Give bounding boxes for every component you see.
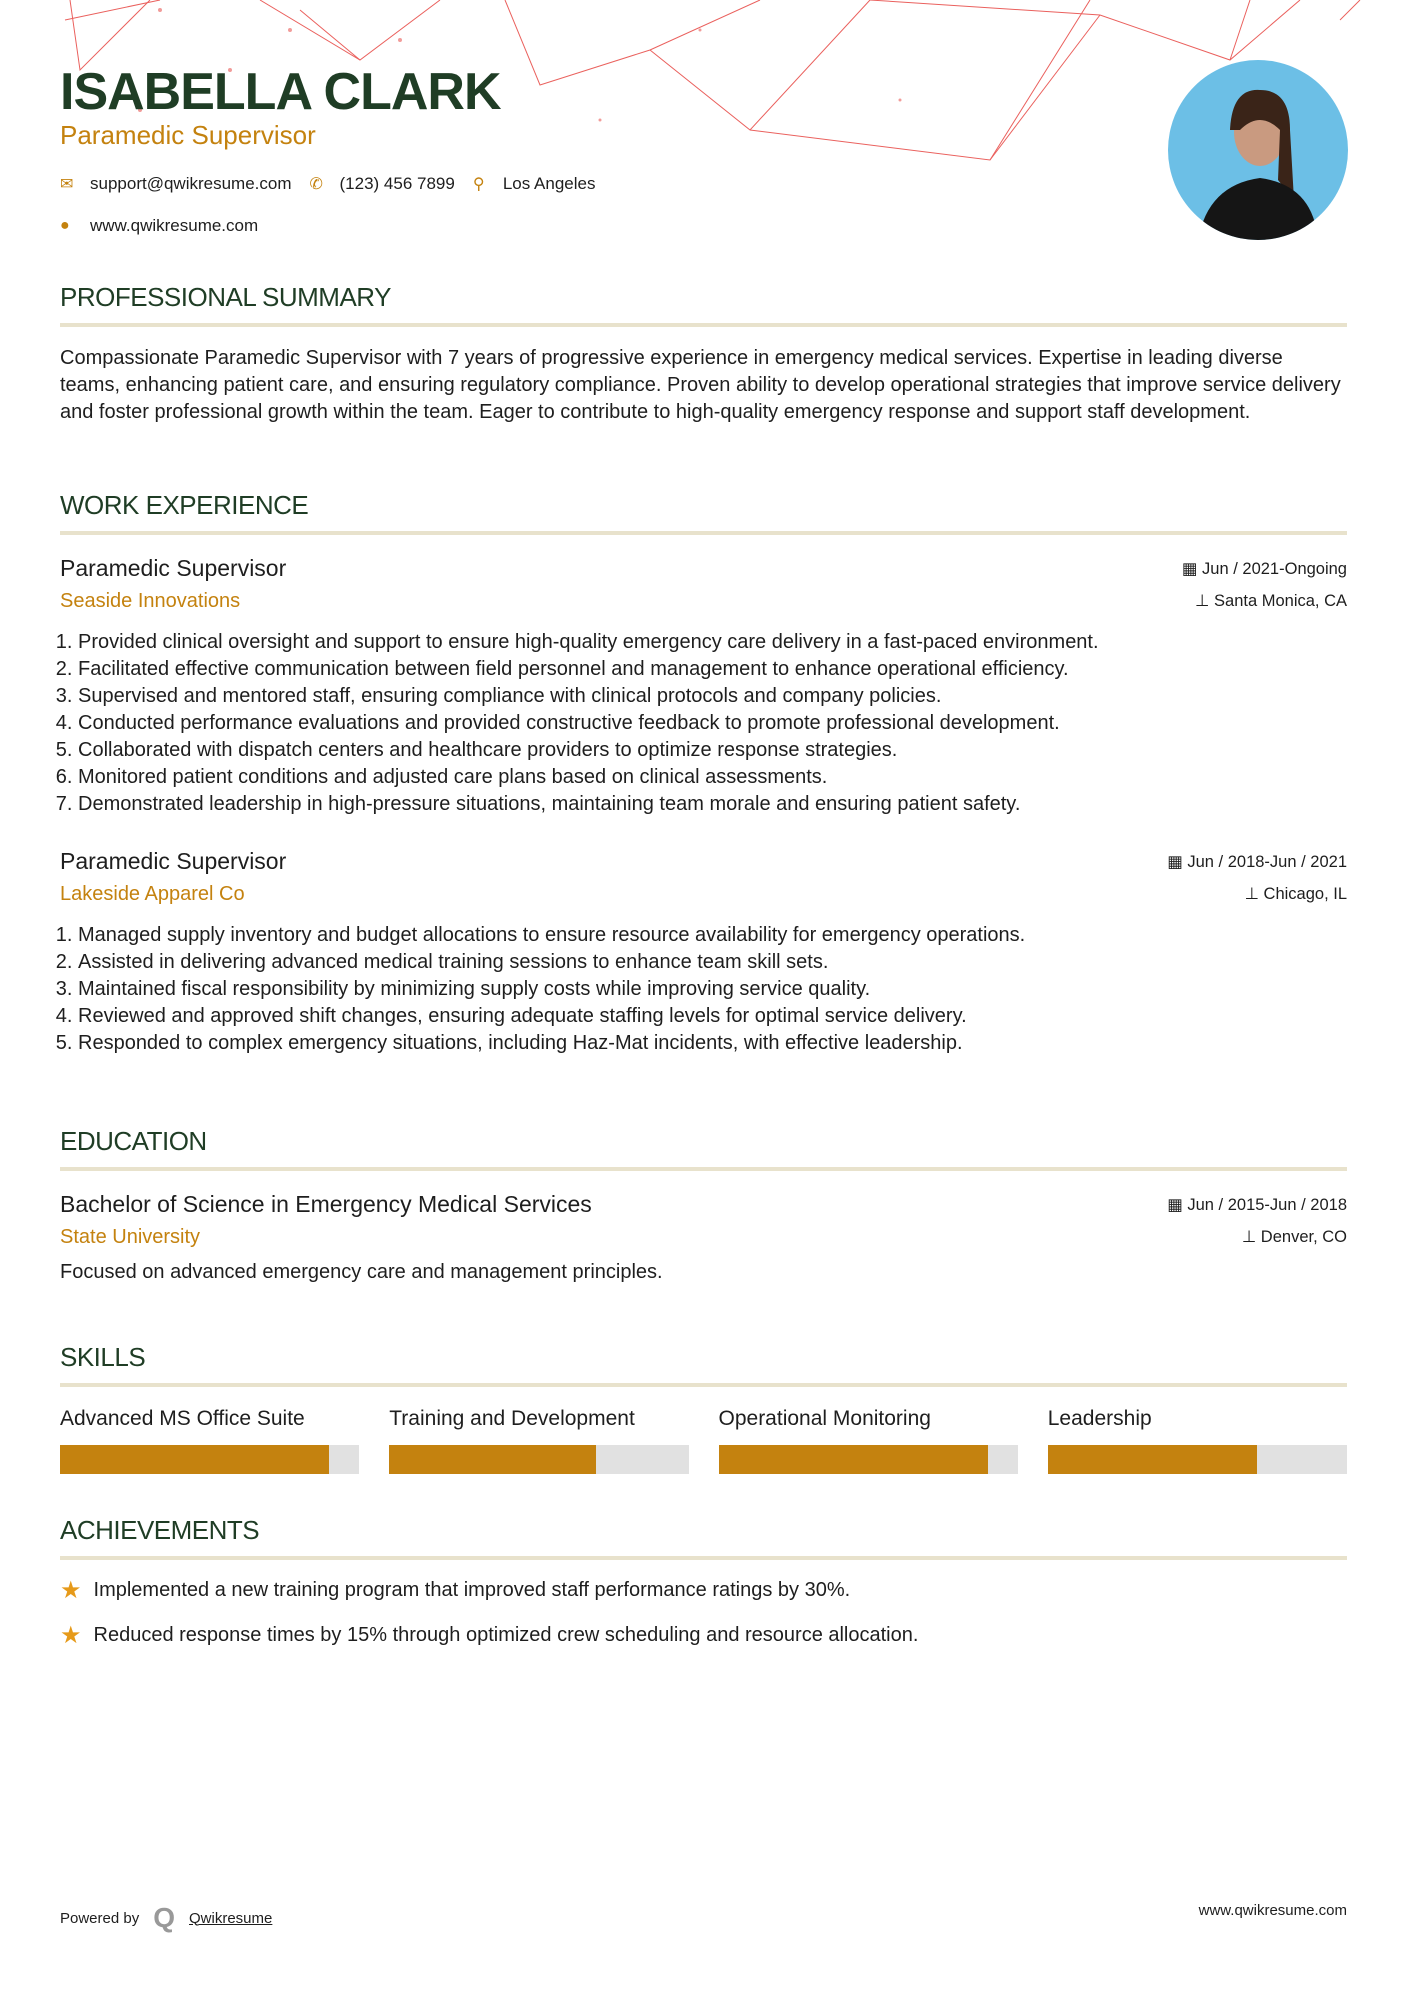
edu-location: Denver, CO <box>1260 1228 1347 1246</box>
summary-section <box>60 282 1347 426</box>
job-location: Santa Monica, CA <box>1214 592 1347 610</box>
calendar-icon: ▦ <box>1167 853 1188 871</box>
section-heading: WORK EXPERIENCE <box>60 490 1347 535</box>
location-text: Los Angeles <box>502 174 596 193</box>
skills-section <box>60 1342 1347 1474</box>
bullet-item: 3. Maintained fiscal responsibility by minimizing supply costs while improving service quality. <box>78 976 1347 1003</box>
pin-icon: ⊥ <box>1241 1228 1261 1246</box>
skill-label: Training and Development <box>389 1407 635 1430</box>
achievement-item <box>60 1621 1347 1650</box>
school: State University <box>60 1226 201 1248</box>
skill-item <box>719 1407 1018 1474</box>
skill-bar-fill <box>60 1445 329 1474</box>
bullet-item: 2. Assisted in delivering advanced medical training sessions to enhance team skill sets. <box>78 949 1347 976</box>
skill-bar <box>389 1445 688 1474</box>
footer-powered <box>60 1902 272 1934</box>
skill-bar-fill <box>1048 1445 1257 1474</box>
bullet-item: 1. Managed supply inventory and budget allocations to ensure resource availability for emergency operations. <box>78 922 1347 949</box>
skill-bar-fill <box>719 1445 988 1474</box>
skill-item <box>60 1407 359 1474</box>
calendar-icon: ▦ <box>1167 1196 1188 1214</box>
job-date: Jun / 2021-Ongoing <box>1202 560 1347 578</box>
pin-icon: ⊥ <box>1195 592 1215 610</box>
star-icon: ★ <box>60 1622 82 1649</box>
bullet-list <box>60 922 1347 1057</box>
bullet-item: 1. Provided clinical oversight and support to ensure high-quality emergency care delivery in a fast-paced environment. <box>78 629 1347 656</box>
skill-label: Advanced MS Office Suite <box>60 1407 305 1430</box>
skill-item <box>389 1407 688 1474</box>
globe-icon: ● <box>60 217 70 234</box>
job-location: Chicago, IL <box>1263 885 1347 903</box>
bullet-item: 6. Monitored patient conditions and adjusted care plans based on clinical assessments. <box>78 764 1347 791</box>
education-section <box>60 1126 1347 1286</box>
skill-label: Leadership <box>1047 1407 1152 1430</box>
section-heading: EDUCATION <box>60 1126 1347 1171</box>
job-date: Jun / 2018-Jun / 2021 <box>1187 853 1347 871</box>
pin-icon: ⊥ <box>1244 885 1264 903</box>
achievement-item <box>60 1576 1347 1605</box>
degree: Bachelor of Science in Emergency Medical Services <box>60 1191 592 1217</box>
candidate-title: Paramedic Supervisor <box>60 120 316 150</box>
website-link[interactable]: www.qwikresume.com <box>90 216 259 235</box>
star-icon: ★ <box>60 1577 82 1604</box>
phone-text: (123) 456 7899 <box>339 174 455 193</box>
avatar <box>1168 60 1348 240</box>
contact-row <box>60 174 595 194</box>
section-heading: ACHIEVEMENTS <box>60 1515 1347 1560</box>
bullet-item: 7. Demonstrated leadership in high-pressure situations, maintaining team morale and ensuring patient safety. <box>78 791 1347 818</box>
skill-label: Operational Monitoring <box>718 1407 931 1430</box>
bullet-item: 4. Reviewed and approved shift changes, ensuring adequate staffing levels for optimal service delivery. <box>78 1003 1347 1030</box>
experience-section <box>60 490 1347 1057</box>
website-row <box>60 216 258 236</box>
achievement-text: Implemented a new training program that improved staff performance ratings by 30%. <box>93 1579 851 1601</box>
bullet-item: 5. Collaborated with dispatch centers and healthcare providers to optimize response strategies. <box>78 737 1347 764</box>
company: Seaside Innovations <box>60 590 241 612</box>
skill-bar-fill <box>389 1445 595 1474</box>
powered-by-label: Powered by <box>60 1909 140 1927</box>
skill-item <box>1048 1407 1347 1474</box>
skill-bar <box>60 1445 359 1474</box>
qwikresume-logo-icon: Q <box>153 1902 175 1933</box>
calendar-icon: ▦ <box>1181 560 1203 578</box>
job-title: Paramedic Supervisor <box>60 555 287 581</box>
section-heading: PROFESSIONAL SUMMARY <box>60 282 1347 327</box>
email-link[interactable]: support@qwikresume.com <box>90 174 292 193</box>
skill-bar <box>719 1445 1018 1474</box>
achievements-section <box>60 1515 1347 1650</box>
footer-site[interactable]: www.qwikresume.com <box>1198 1902 1347 1919</box>
bullet-item: 2. Facilitated effective communication between field personnel and management to enhance operational efficiency. <box>78 656 1347 683</box>
edu-date: Jun / 2015-Jun / 2018 <box>1187 1196 1347 1214</box>
phone-icon: ✆ <box>309 176 323 193</box>
section-heading: SKILLS <box>60 1342 1347 1387</box>
summary-text: Compassionate Paramedic Supervisor with 7 years of progressive experience in emergency medical services. Expertise in leading diverse teams, enhancing patient care, and ensuring regulatory compliance. Proven ability to develop operational strategies that improve service delivery and foster professional growth within the team. Eager to contribute to high-quality emergency response and support staff development. <box>60 347 1341 423</box>
company: Lakeside Apparel Co <box>60 883 245 905</box>
envelope-icon: ✉ <box>60 176 74 193</box>
map-pin-icon: ⚲ <box>472 176 485 193</box>
bullet-item: 4. Conducted performance evaluations and provided constructive feedback to promote professional development. <box>78 710 1347 737</box>
brand-link[interactable]: Qwikresume <box>189 1909 273 1927</box>
bullet-list <box>60 629 1347 818</box>
edu-text: Focused on advanced emergency care and management principles. <box>60 1261 663 1283</box>
job-entry <box>60 555 1347 818</box>
job-entry <box>60 848 1347 1057</box>
candidate-name: ISABELLA CLARK <box>60 63 501 121</box>
skill-bar <box>1048 1445 1347 1474</box>
achievement-text: Reduced response times by 15% through optimized crew scheduling and resource allocation. <box>93 1624 919 1646</box>
bullet-item: 3. Supervised and mentored staff, ensuring compliance with clinical protocols and company policies. <box>78 683 1347 710</box>
job-title: Paramedic Supervisor <box>60 848 287 874</box>
bullet-item: 5. Responded to complex emergency situations, including Haz-Mat incidents, with effective leadership. <box>78 1030 1347 1057</box>
